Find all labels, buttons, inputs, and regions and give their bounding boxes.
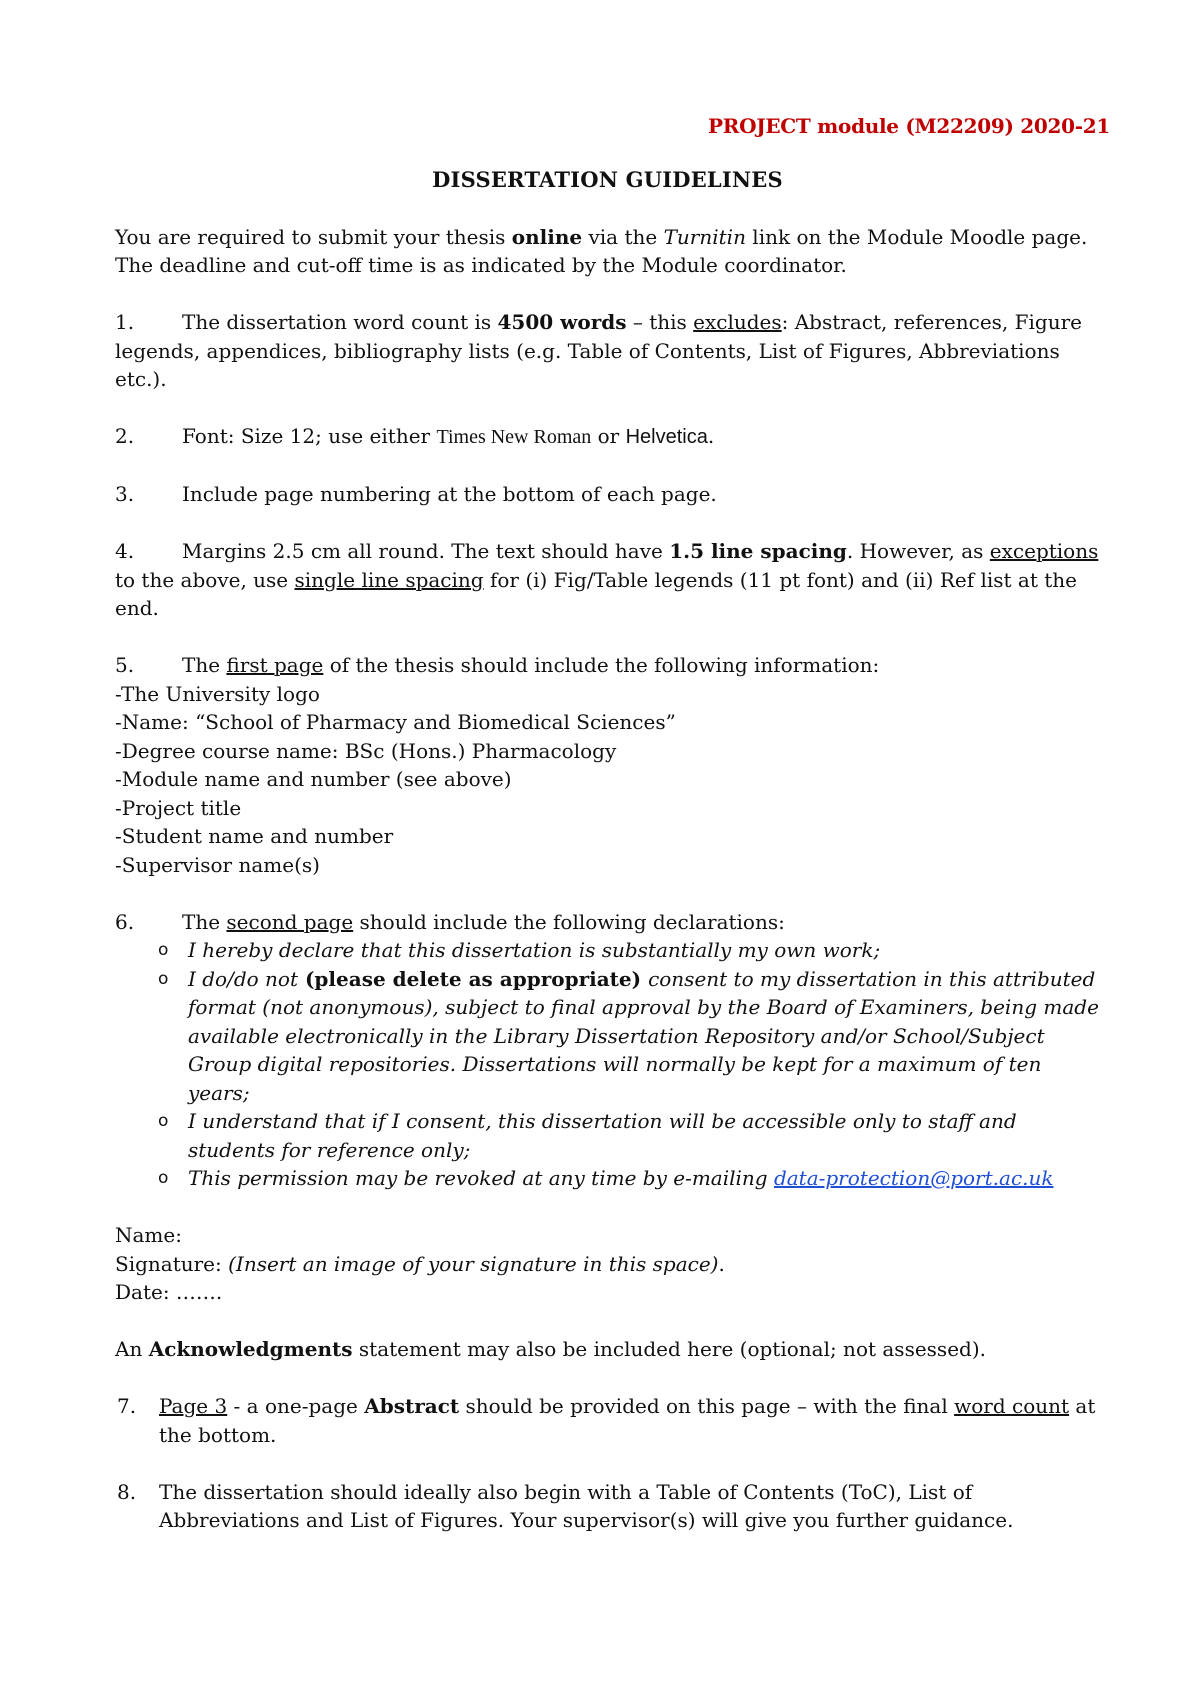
ack-emphasis: Acknowledgments <box>148 1337 353 1361</box>
intro-turnitin: Turnitin <box>663 224 746 249</box>
list-item <box>158 936 1100 965</box>
document-page <box>115 112 1110 1535</box>
font-times-new-roman: Times New Roman <box>436 426 592 448</box>
guideline-item-5 <box>115 651 1100 680</box>
item-number: 1. <box>115 310 135 334</box>
item-number: 7. <box>117 1394 137 1418</box>
document-title: DISSERTATION GUIDELINES <box>432 166 783 192</box>
item-text: for (i) Fig/Table legends (11 pt font) and (ii) Ref list at the end. <box>115 567 1077 620</box>
list-item: -Supervisor name(s) <box>115 852 320 877</box>
guideline-item-6 <box>115 908 1100 937</box>
intro-text: You are required to submit your thesis <box>115 224 512 249</box>
course-code: PROJECT module (M22209) 2020-21 <box>708 114 1110 138</box>
list-item: -Name: “School of Pharmacy and Biomedical Sciences” <box>115 710 676 734</box>
intro-text: via the <box>582 224 664 249</box>
item-body: The dissertation should ideally also begin with a Table of Contents (ToC), List of Abbreviations and List of Figures. Your supervisor(s) will give you further guidance. <box>159 1479 1014 1532</box>
item-underline: second page <box>226 909 354 934</box>
item-emphasis: 4500 words <box>497 310 627 334</box>
item-text: at the bottom. <box>159 1394 1096 1447</box>
acknowledgments-paragraph <box>115 1335 1100 1364</box>
item-text: – this <box>626 310 694 334</box>
declaration-choice: I do/do not <box>188 966 298 991</box>
item-underline: first page <box>226 653 324 677</box>
guideline-item-1 <box>115 308 1100 394</box>
item-number: 3. <box>115 482 135 506</box>
item-text: - a one-page <box>227 1394 365 1418</box>
item-emphasis: Abstract <box>364 1394 460 1418</box>
list-item: -Degree course name: BSc (Hons.) Pharmacology <box>115 738 617 763</box>
item-text: should include the following declarations: <box>353 909 785 934</box>
declaration-text: I understand that if I consent, this dissertation will be accessible only to staff and students for reference only; <box>188 1109 1017 1162</box>
item-number: 4. <box>115 539 135 563</box>
signature-end: . <box>718 1251 725 1276</box>
intro-online: online <box>511 224 583 249</box>
item-number: 8. <box>117 1479 137 1504</box>
signature-line <box>115 1250 1100 1279</box>
item-underline: excludes <box>693 310 782 334</box>
item-text: The <box>182 909 227 934</box>
list-item: -The University logo <box>115 681 320 706</box>
font-helvetica: Helvetica <box>625 426 708 448</box>
item-underline: word count <box>954 1394 1070 1418</box>
list-item: -Project title <box>115 795 242 820</box>
intro-paragraph <box>115 223 1100 280</box>
item-text: Include page numbering at the bottom of each page. <box>182 482 717 506</box>
declaration-text: I hereby declare that this dissertation is substantially my own work; <box>188 938 881 962</box>
item-underline: single line spacing <box>294 567 484 592</box>
list-item <box>158 965 1100 1108</box>
email-link[interactable]: data-protection@port.ac.uk <box>773 1166 1054 1190</box>
declaration-consent: consent to my dissertation in this attributed format (not anonymous), subject to final approval by the Board of Examiners, being made available electronically in the Library Dissertation Repository and/or School/Subject Group digital repositories. Dissertations will normally be kept for a maximum of ten years; <box>188 966 1099 1105</box>
item-number: 5. <box>115 653 135 677</box>
item-text: . <box>707 424 715 448</box>
declaration-text <box>188 1164 1100 1193</box>
item-number: 2. <box>115 424 135 448</box>
guideline-item-2 <box>115 422 1100 452</box>
item-number: 6. <box>115 909 135 934</box>
bullet-circle-icon: o <box>158 940 169 960</box>
signature-hint: (Insert an image of your signature in this space) <box>228 1251 719 1276</box>
guideline-item-4 <box>115 537 1100 623</box>
item-text: The <box>182 653 227 677</box>
list-item: -Module name and number (see above) <box>115 767 512 791</box>
signoff-block <box>115 1221 1100 1307</box>
item-text: to the above, use <box>115 567 295 592</box>
declarations-list <box>115 936 1100 1193</box>
declaration-text <box>188 965 1100 1108</box>
item-text: should be provided on this page – with the final <box>459 1394 955 1418</box>
item-text: or <box>591 424 626 448</box>
item-body <box>159 1392 1100 1449</box>
declaration-permission: This permission may be revoked at any time by e-mailing <box>188 1166 774 1190</box>
list-item <box>158 1107 1100 1164</box>
list-item: -Student name and number <box>115 824 394 848</box>
guideline-item-3 <box>115 480 1100 509</box>
date-label: Date: ……. <box>115 1280 223 1304</box>
signature-label: Signature: <box>115 1251 229 1276</box>
first-page-requirements <box>115 680 1100 880</box>
ack-text: An <box>115 1337 149 1361</box>
item-emphasis: 1.5 line spacing <box>669 539 847 563</box>
item-text: . However, as <box>846 539 990 563</box>
bullet-circle-icon: o <box>158 968 169 989</box>
list-item <box>158 1164 1100 1193</box>
item-text: Font: Size 12; use either <box>182 424 437 448</box>
bullet-circle-icon: o <box>158 1111 169 1131</box>
item-underline: exceptions <box>989 539 1099 563</box>
ack-text: statement may also be included here (optional; not assessed). <box>352 1337 986 1361</box>
name-label: Name: <box>115 1223 182 1247</box>
guideline-item-7 <box>115 1392 1100 1449</box>
bullet-circle-icon: o <box>158 1168 169 1188</box>
item-text: of the thesis should include the following information: <box>323 653 880 677</box>
item-text: Margins 2.5 cm all round. The text should have <box>182 539 670 563</box>
item-text: : Abstract, references, Figure legends, appendices, bibliography lists (e.g. Table of Contents, List of Figures, Abbreviations etc.). <box>115 310 1083 391</box>
declaration-instruction: (please delete as appropriate) <box>298 966 649 991</box>
intro-text: link on the Module Moodle page. The deadline and cut-off time is as indicated by the Module coordinator. <box>115 224 1088 277</box>
item-text: The dissertation word count is <box>182 310 498 334</box>
guideline-item-8 <box>115 1478 1100 1535</box>
item-underline: Page 3 <box>159 1394 228 1418</box>
